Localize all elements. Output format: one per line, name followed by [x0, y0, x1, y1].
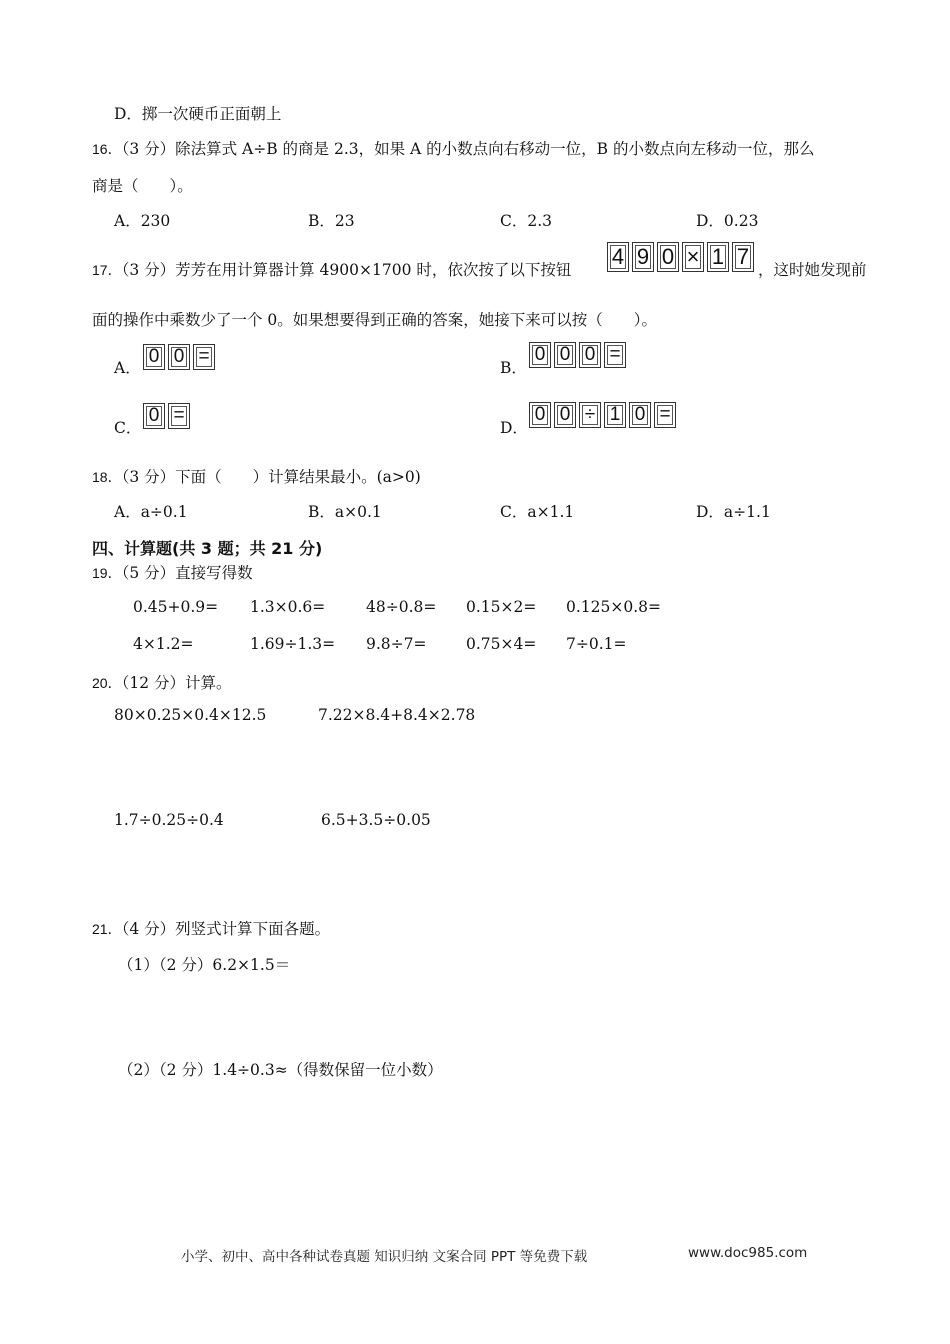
q20-text — [92, 671, 231, 693]
q17-stem: （3 分）芳芳在用计算器计算 4900×1700 时，依次按了以下按钮 — [121, 261, 572, 279]
calc-key: 0 — [579, 342, 601, 368]
calc-key: = — [654, 402, 676, 428]
q21-sub2: （2）（2 分）1.4÷0.3≈（得数保留一位小数） — [118, 1061, 443, 1079]
q19-item: 7÷0.1= — [566, 635, 627, 653]
calc-key: 1 — [604, 402, 626, 428]
q17-text-line2: 面的操作中乘数少了一个 0。如果想要得到正确的答案，她接下来可以按（ ）。 — [92, 311, 658, 329]
q19-item: 9.8÷7= — [366, 635, 427, 653]
q16-number: 16． — [92, 141, 122, 157]
q19-item: 0.125×0.8= — [566, 598, 661, 616]
q19-stem: （5 分）直接写得数 — [121, 564, 253, 582]
q19-item: 0.45+0.9= — [133, 598, 219, 616]
q19-item: 4×1.2= — [133, 635, 194, 653]
q16-stem: （3 分）除法算式 A÷B 的商是 2.3，如果 A 的小数点向右移动一位，B 的小数点向左移动一位，那么 — [121, 140, 815, 158]
q20-number: 20． — [92, 675, 122, 691]
q19-item: 1.69÷1.3= — [250, 635, 336, 653]
q17-calculator-keys — [607, 242, 757, 272]
q16-option-b: B．23 — [308, 212, 355, 230]
calc-key: 0 — [529, 342, 551, 368]
q17-option-a-label: A． — [114, 359, 141, 377]
q17-option-d-label: D． — [500, 419, 528, 437]
calc-key: 0 — [554, 402, 576, 428]
q18-option-a: A．a÷0.1 — [114, 503, 188, 521]
section-heading: 四、计算题(共 3 题；共 21 分) — [92, 539, 323, 558]
calc-key: ÷ — [579, 402, 601, 428]
q16-text-line1 — [92, 137, 815, 159]
q16-option-d: D．0.23 — [696, 212, 759, 230]
q20-expression: 7.22×8.4+8.4×2.78 — [318, 706, 476, 724]
q17-option-b-keys — [529, 342, 629, 368]
q21-stem: （4 分）列竖式计算下面各题。 — [121, 920, 331, 938]
q19-item: 0.15×2= — [466, 598, 537, 616]
footer-text: 小学、初中、高中各种试卷真题 知识归纳 文案合同 PPT 等免费下载 — [181, 1249, 588, 1265]
calc-key: 0 — [143, 344, 165, 370]
q18-option-b: B．a×0.1 — [308, 503, 382, 521]
q19-item: 1.3×0.6= — [250, 598, 326, 616]
calc-key: × — [682, 242, 704, 272]
q15-option-d: D．掷一次硬币正面朝上 — [114, 105, 282, 123]
calc-key: 4 — [607, 242, 629, 272]
calc-key: 0 — [629, 402, 651, 428]
q18-option-c: C．a×1.1 — [500, 503, 575, 521]
calc-key: 0 — [143, 403, 165, 429]
q19-number: 19． — [92, 565, 122, 581]
calc-key: 0 — [168, 344, 190, 370]
q17-option-a-keys — [143, 344, 218, 370]
q16-text-line2: 商是（ ）。 — [92, 177, 193, 195]
calc-key: 9 — [632, 242, 654, 272]
calc-key: 7 — [732, 242, 754, 272]
q17-text-line1 — [92, 258, 571, 280]
q19-item: 0.75×4= — [466, 635, 537, 653]
q17-number: 17． — [92, 262, 122, 278]
q17-option-c-keys — [143, 403, 193, 429]
q16-option-a: A．230 — [114, 212, 171, 230]
q21-number: 21． — [92, 921, 122, 937]
calc-key: 0 — [657, 242, 679, 272]
q17-option-c-label: C． — [114, 419, 142, 437]
q20-expression: 6.5+3.5÷0.05 — [321, 811, 431, 829]
q21-text — [92, 917, 330, 939]
q20-expression: 1.7÷0.25÷0.4 — [114, 811, 224, 829]
q18-text — [92, 465, 421, 487]
calc-key: 0 — [554, 342, 576, 368]
q18-stem: （3 分）下面（ ）计算结果最小。(a>0) — [121, 468, 421, 486]
calc-key: 0 — [529, 402, 551, 428]
q17-option-b-label: B． — [500, 359, 527, 377]
calc-key: 1 — [707, 242, 729, 272]
q19-item: 48÷0.8= — [366, 598, 437, 616]
q20-expression: 80×0.25×0.4×12.5 — [114, 706, 267, 724]
q17-option-d-keys — [529, 402, 679, 428]
calc-key: = — [168, 403, 190, 429]
q19-text — [92, 561, 253, 583]
q16-option-c: C．2.3 — [500, 212, 553, 230]
q21-sub1: （1）（2 分）6.2×1.5＝ — [118, 956, 291, 974]
q18-option-d: D．a÷1.1 — [696, 503, 771, 521]
calc-key: = — [193, 344, 215, 370]
calc-key: = — [604, 342, 626, 368]
q18-number: 18． — [92, 469, 122, 485]
footer-url[interactable]: www.doc985.com — [688, 1245, 808, 1261]
q17-text-after: ，这时她发现前 — [758, 261, 867, 279]
q20-stem: （12 分）计算。 — [121, 674, 232, 692]
